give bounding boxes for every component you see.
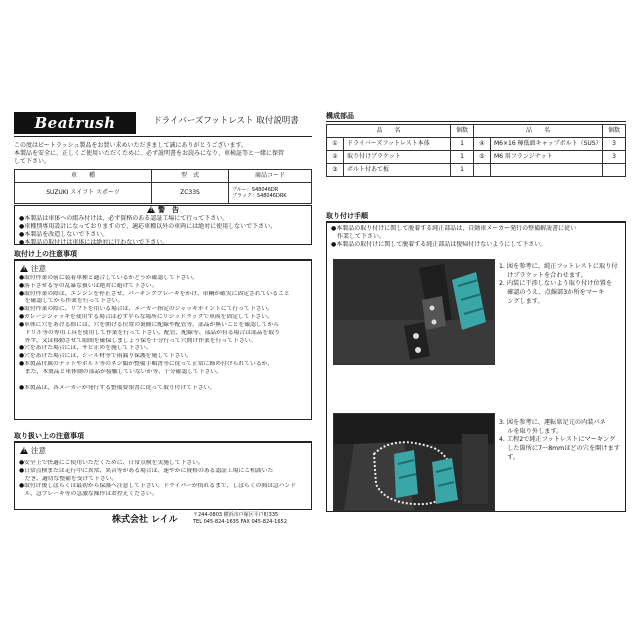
part-qty: 1 (451, 138, 474, 151)
step-line: 3. 図を参考に、運転席足元の内装パネ (499, 419, 606, 426)
spacer (19, 377, 307, 385)
parts-row (327, 138, 626, 151)
step-line: 4. 工程2で純正フットレストにマーキング (499, 436, 616, 444)
spec-vehicle: SUZUKI スイフト スポーツ (15, 183, 152, 204)
parts-row (327, 151, 626, 164)
step-line: 2. 内装に干渉しないよう取り付け位置を (499, 280, 613, 288)
document-title: ドライバーズフットレスト 取付説明書 (153, 116, 299, 126)
note-item: ●本製品付属のナットやボルト等のネジ類が整備手順書等に従って正常に締め付けられているか、 (19, 360, 274, 367)
parts-header-name: 品 名 (327, 125, 451, 138)
note-item: ドリル等の専用工具を使用して作業を行って下さい。配管、配線等、部品が有る場合は部品を取り (19, 329, 280, 336)
warning-triangle-icon: ! (147, 206, 155, 213)
floor-panel-illustration (334, 414, 494, 510)
step-line: ングします。 (499, 297, 544, 305)
handling-notes-list (19, 460, 307, 499)
intro-line: 本製品を安全に、正しくご使用いただくために、必ず説明書をお読みになり、車検証等と一緒に保管 (14, 150, 285, 158)
warning-box (14, 205, 312, 245)
intro-text (14, 142, 314, 166)
code-blue: ブルー：S48046DR (232, 186, 279, 193)
part-name: ドライバーズフットレスト本体 (344, 138, 451, 151)
company-phone: TEL 045-824-1635 FAX 045-824-1652 (193, 519, 287, 525)
part-qty: 1 (451, 164, 474, 177)
note-label: 注意 (31, 446, 46, 455)
install-notes-list (19, 275, 307, 392)
step-line: ルを取り外します。 (499, 427, 563, 435)
warning-item: ●車種別専用設計になっておりますので、適応車種以外の車両には絶対に使用しないで下さい。 (19, 223, 277, 231)
spec-table (14, 169, 312, 204)
part-number: ③ (327, 164, 344, 177)
note-item: ●穴をあけた場合には、シール材等で雨漏り保護を施して下さい。 (19, 353, 193, 360)
note-item: ●落下させる等の乱暴な扱いは絶対に避けて下さい。 (19, 282, 158, 289)
step1-photo (333, 259, 495, 365)
company-name: 株式会社 レイル (112, 515, 178, 525)
note-heading (20, 446, 46, 456)
part-qty: 3 (603, 138, 626, 151)
note-item: ル、急ブレーキ等の急激な操作はお控えください。 (19, 491, 158, 498)
parts-title: 構成部品 (326, 112, 354, 120)
procedure-intro (331, 225, 621, 249)
beatrush-logo: Beatrush (14, 112, 136, 134)
procedure-intro-line: 作業して下さい。 (331, 233, 386, 241)
part-number: ① (327, 138, 344, 151)
caution-triangle-icon: ! (20, 265, 28, 272)
note-item: ●安全上で快適にご使用いただくために、日常点検を実施して下さい。 (19, 460, 204, 466)
code-black: ブラック：S48046DRK (232, 193, 287, 199)
note-item: を確認してから作業を行って下さい。 (19, 298, 124, 305)
step1-text (499, 263, 623, 306)
note-item: ●穴をあけた場合には、サビ止めを施して下さい。 (19, 345, 152, 352)
note-label: 注意 (31, 264, 46, 273)
part-qty: 1 (451, 151, 474, 164)
part-number: ④ (474, 138, 491, 151)
note-item: ●本製品は、各メーカーが発行する整備要領書に従って取り付けて下さい。 (19, 384, 216, 391)
step-line: す。 (499, 453, 520, 461)
part-qty: 3 (603, 151, 626, 164)
note-item: だき、適切な整備を受けて下さい。 (19, 475, 118, 482)
part-number (474, 164, 491, 177)
procedure-title: 取り付け手順 (326, 212, 368, 220)
title-divider (14, 136, 312, 137)
part-name: M6×16 極低頭キャップボルト（SUS） (491, 138, 603, 151)
step-line: した箇所に7～8mmほどの穴を開けます (499, 445, 620, 453)
parts-header-name: 品 名 (474, 125, 603, 138)
parts-header-qty: 個数 (603, 125, 626, 138)
company-contact (193, 512, 287, 526)
warning-list (19, 215, 307, 247)
procedure-intro-line: ●本製品の取付けに関して脱着する純正部品は復帰付けないようにして下さい。 (331, 241, 547, 249)
part-name: ボルト付あて板 (344, 164, 451, 177)
part-name: M6 用フランジナット (491, 151, 603, 164)
note-item: ●車体に穴をあける際には、穴を開ける位置の裏側に配線や配管等、部品が無いことを確認してから (19, 321, 280, 328)
procedure-box (326, 222, 626, 512)
spec-header-code: 商品コード (229, 170, 312, 183)
note-item: ●取付作業の際は、エンジンを停止させ、パーキングブレーキをかけ、車輌が確実に固定されていること (19, 290, 290, 297)
step-line: 1. 図を参考に、純正フットレストに取り付 (499, 263, 618, 270)
note-item: ●取付作業の際に、リフトを用いる場合は、メーカー指定のジャッキポイントにて行って下さい。 (19, 306, 274, 313)
parts-table (326, 124, 626, 177)
step2-text (499, 419, 623, 462)
part-number: ② (327, 151, 344, 164)
warning-item: ●本製品の取付けは車体には絶対に行わないで下さい。 (19, 239, 169, 247)
part-qty (603, 164, 626, 177)
step-line: 確認のうえ、点線部3か所をマーキ (499, 289, 605, 297)
caution-triangle-icon: ! (20, 447, 28, 454)
warning-item: ●本製品を改造しないで下さい。 (19, 231, 109, 239)
part-name: 取り付けブラケット (344, 151, 451, 164)
note-item: ●取付作業の前に装着車種と適合しているかどうか確認して下さい。 (19, 275, 198, 281)
parts-header-qty: 個数 (451, 125, 474, 138)
company-address: 〒244-0803 横浜市戸塚区平戸町335 (193, 512, 279, 518)
intro-line: して下さい。 (14, 158, 51, 166)
spec-model: ZC33S (152, 183, 229, 204)
note-item: ●ガレージジャッキを使用する場合は必ず平らな場所にリジッドラックで車両を固定して下さい。 (19, 314, 273, 321)
procedure-intro-line: ●本製品の取り付けに関して脱着する純正部品は、自動車メーカー発行の整備解説書に従い (331, 225, 577, 232)
install-notes-title: 取付け上の注意事項 (14, 250, 77, 258)
install-notes-box (14, 260, 312, 420)
warning-title: 警 告 (158, 206, 179, 214)
intro-line: この度はビートラッシュ製品をお買い求めいただきまして誠にありがとうございます。 (14, 142, 248, 149)
note-item: ●取付け後しばらくは最初から保護へ注意して下さい。ドライバーが慣れるまで、しばらくの間は急ハンド (19, 483, 297, 490)
spec-codes (229, 183, 312, 204)
step2-photo (333, 413, 495, 511)
warning-item: ●本製品は車体への組み付けは、必ず資格のある認証工場にて行って下さい。 (19, 215, 229, 222)
note-item: 外す、又は移動させて隙間を確保しましょう保を十分行って穴開け作業を行って下さい。 (19, 337, 257, 344)
note-item: ●日常点検または走行中に異常、異音等がある場合は、速やかに資格のある認証工場にご相談いた (19, 467, 274, 474)
spec-header-model: 型 式 (152, 170, 229, 183)
handling-notes-box (14, 442, 312, 510)
part-number: ⑤ (474, 151, 491, 164)
part-name (491, 164, 603, 177)
note-item: また、本製品と車体側の部品が接触していないか等、十分確認して下さい。 (19, 368, 222, 375)
handling-notes-title: 取り扱い上の注意事項 (14, 432, 84, 440)
step-line: けブラケットを合わせます。 (499, 271, 587, 279)
section-divider (326, 121, 626, 122)
note-heading (20, 264, 46, 274)
pedal-bracket-illustration (334, 260, 494, 364)
parts-row (327, 164, 626, 177)
spec-header-vehicle: 車 種 (15, 170, 152, 183)
